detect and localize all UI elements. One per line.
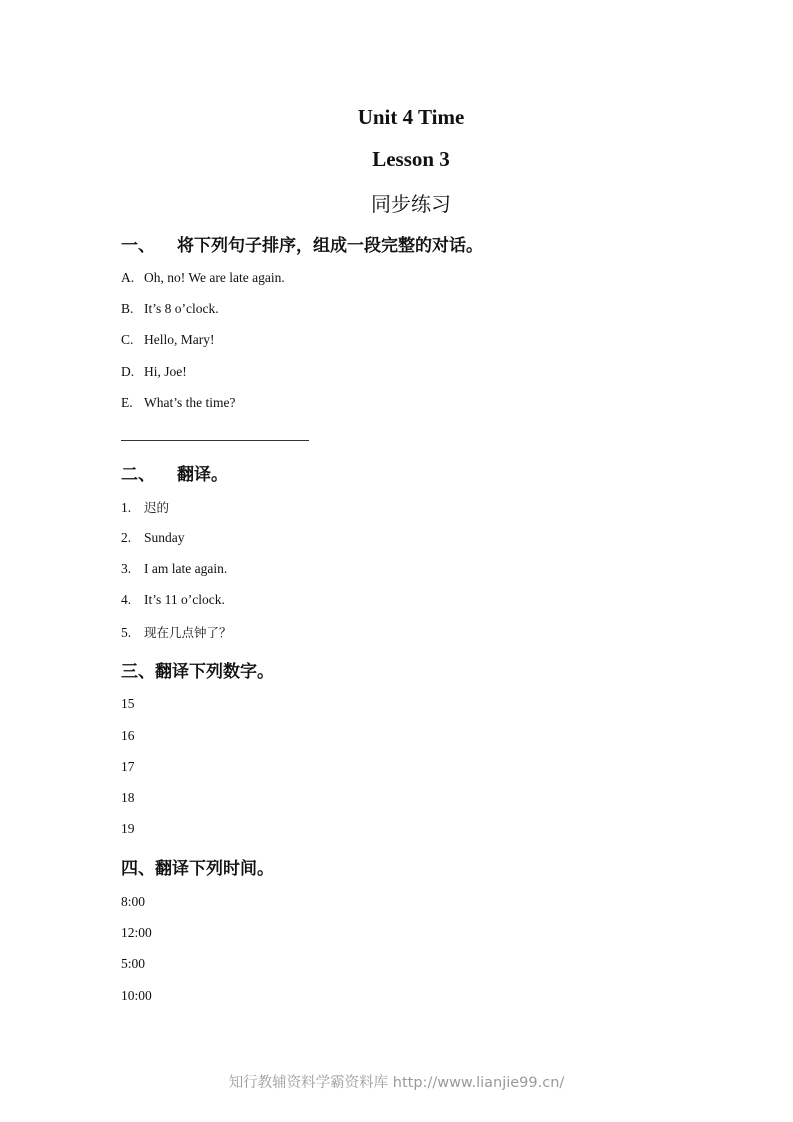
lesson-title: Lesson 3 [372,147,450,171]
item-text: I am late again. [144,561,228,576]
section-2-title: 翻译。 [177,465,228,485]
time-item: 10:00 [121,988,152,1003]
item-label: C. [121,332,134,347]
item-text: 迟的 [144,500,170,515]
time-item: 5:00 [121,956,146,971]
section-1-title: 将下列句子排序，组成一段完整的对话。 [177,236,483,256]
section-4-heading: 四、翻译下列时间。 [121,859,274,879]
list-item [121,395,235,411]
section-1-heading [121,231,483,256]
list-item [121,623,232,641]
item-label: 2. [121,530,132,545]
item-text: 现在几点钟了？ [144,625,232,640]
time-item: 8:00 [121,894,146,909]
list-item [121,301,219,317]
list-item [121,332,214,348]
item-label: E. [121,395,133,410]
section-1-number: 一、 [121,236,155,256]
number-item: 18 [121,790,135,805]
time-item: 12:00 [121,925,152,940]
footer-watermark: 知行教辅资料学霸资料库 http://www.lianjie99.cn/ [228,1075,565,1091]
list-item [121,530,185,546]
item-text: Hello, Mary! [144,332,215,347]
item-label: D. [121,364,135,379]
number-item: 15 [121,696,135,711]
item-label: 5. [121,625,132,640]
item-label: B. [121,301,134,316]
item-label: A. [121,270,135,285]
item-text: Sunday [144,530,185,545]
list-item [121,498,169,516]
item-label: 3. [121,561,132,576]
number-item: 19 [121,821,135,836]
unit-title: Unit 4 Time [357,105,465,129]
item-label: 4. [121,592,132,607]
item-text: It’s 11 o’clock. [144,592,225,607]
section-2-number: 二、 [121,465,155,485]
number-item: 17 [121,759,135,774]
list-item [121,561,227,577]
item-text: It’s 8 o’clock. [144,301,219,316]
item-label: 1. [121,500,132,515]
item-text: Oh, no! We are late again. [144,270,285,285]
item-text: What’s the time? [144,395,236,410]
section-3-heading: 三、翻译下列数字。 [121,662,274,682]
section-2-heading [121,460,228,485]
list-item [121,364,187,380]
number-item: 16 [121,728,135,743]
page-subtitle: 同步练习 [371,192,451,216]
list-item [121,592,225,608]
answer-line [121,440,309,441]
list-item [121,270,285,286]
item-text: Hi, Joe! [144,364,187,379]
